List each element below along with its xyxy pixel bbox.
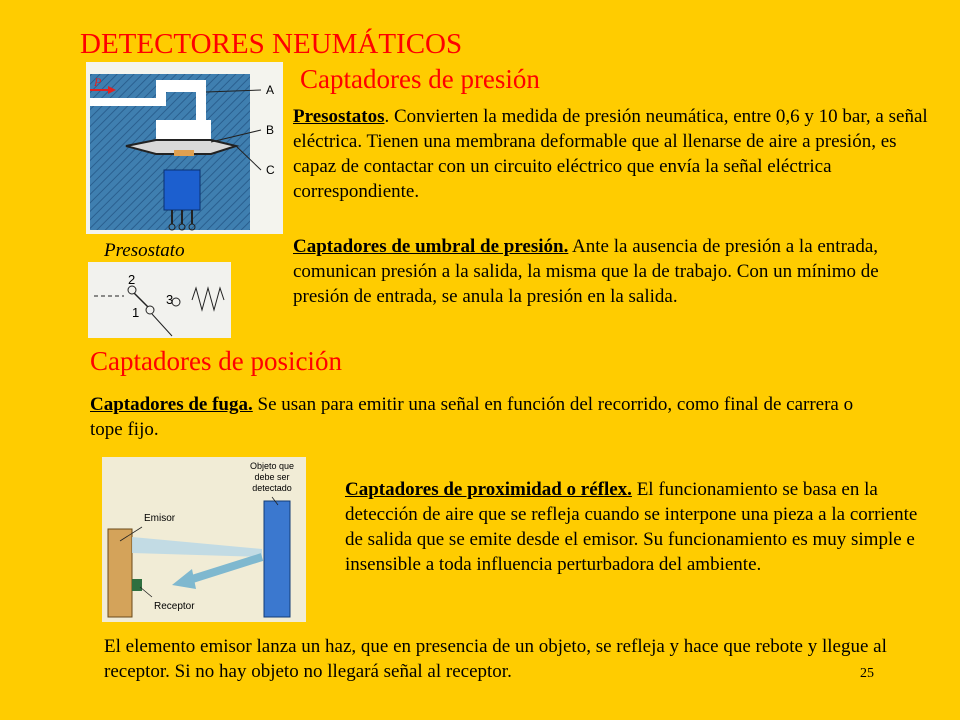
reflex-figure (102, 457, 306, 622)
umbral-paragraph (293, 234, 933, 309)
presostato-caption: Presostato (104, 240, 185, 261)
page-title: DETECTORES NEUMÁTICOS (80, 28, 463, 60)
umbral-text: Ante la ausencia de presión a la entrada, comunican presión a la salida, la misma que la de trabajo. Con un mínimo de presión de entrada, se anula la presión en la salida. (293, 236, 879, 307)
closing-paragraph: El elemento emisor lanza un haz, que en presencia de un objeto, se refleja y hace que rebote y llegue al receptor. Si no hay objeto no llegará señal al receptor. (104, 636, 887, 682)
presostatos-lead: Presostatos (293, 106, 385, 127)
presostatos-paragraph (293, 104, 933, 204)
proximidad-paragraph (345, 477, 935, 577)
label-a: A (266, 83, 275, 97)
receptor-label: Receptor (154, 601, 195, 612)
presostatos-text: . Convierten la medida de presión neumática, entre 0,6 y 10 bar, a señal eléctrica. Tienen una membrana deformable que al llenarse de aire a presión, es capaz de contactar con un circuito eléctrico que envía la señal eléctrica correspondiente. (293, 106, 928, 202)
proximidad-text: El funcionamiento se basa en la detección de aire que se refleja cuando se interpone una pieza a la corriente de salida que se emite desde el emisor. Su funcionamiento es muy simple e insensible a toda influencia perturbadora del ambiente. (345, 479, 918, 575)
emisor-label: Emisor (144, 513, 176, 524)
label-b: B (266, 123, 275, 137)
fuga-lead: Captadores de fuga. (90, 394, 253, 415)
label-p: P (94, 75, 102, 89)
section-heading-posicion: Captadores de posición (90, 346, 342, 376)
page-number: 25 (860, 666, 874, 681)
fuga-text: Se usan para emitir una señal en función del recorrido, como final de carrera o tope fijo. (90, 394, 854, 440)
object-label-1: Objeto que (249, 461, 295, 471)
umbral-symbol-figure (88, 262, 231, 338)
presostato-figure (86, 62, 283, 234)
object-label-2: debe ser (254, 472, 290, 482)
object-label-3: detectado (252, 483, 292, 493)
fuga-paragraph (90, 392, 890, 442)
symbol-label-2: 2 (128, 272, 136, 287)
proximidad-lead: Captadores de proximidad o réflex. (345, 479, 632, 500)
section-heading-presion: Captadores de presión (300, 64, 540, 94)
umbral-lead: Captadores de umbral de presión. (293, 236, 569, 257)
label-c: C (266, 163, 275, 177)
symbol-label-1: 1 (132, 305, 140, 320)
symbol-label-3: 3 (166, 292, 174, 307)
